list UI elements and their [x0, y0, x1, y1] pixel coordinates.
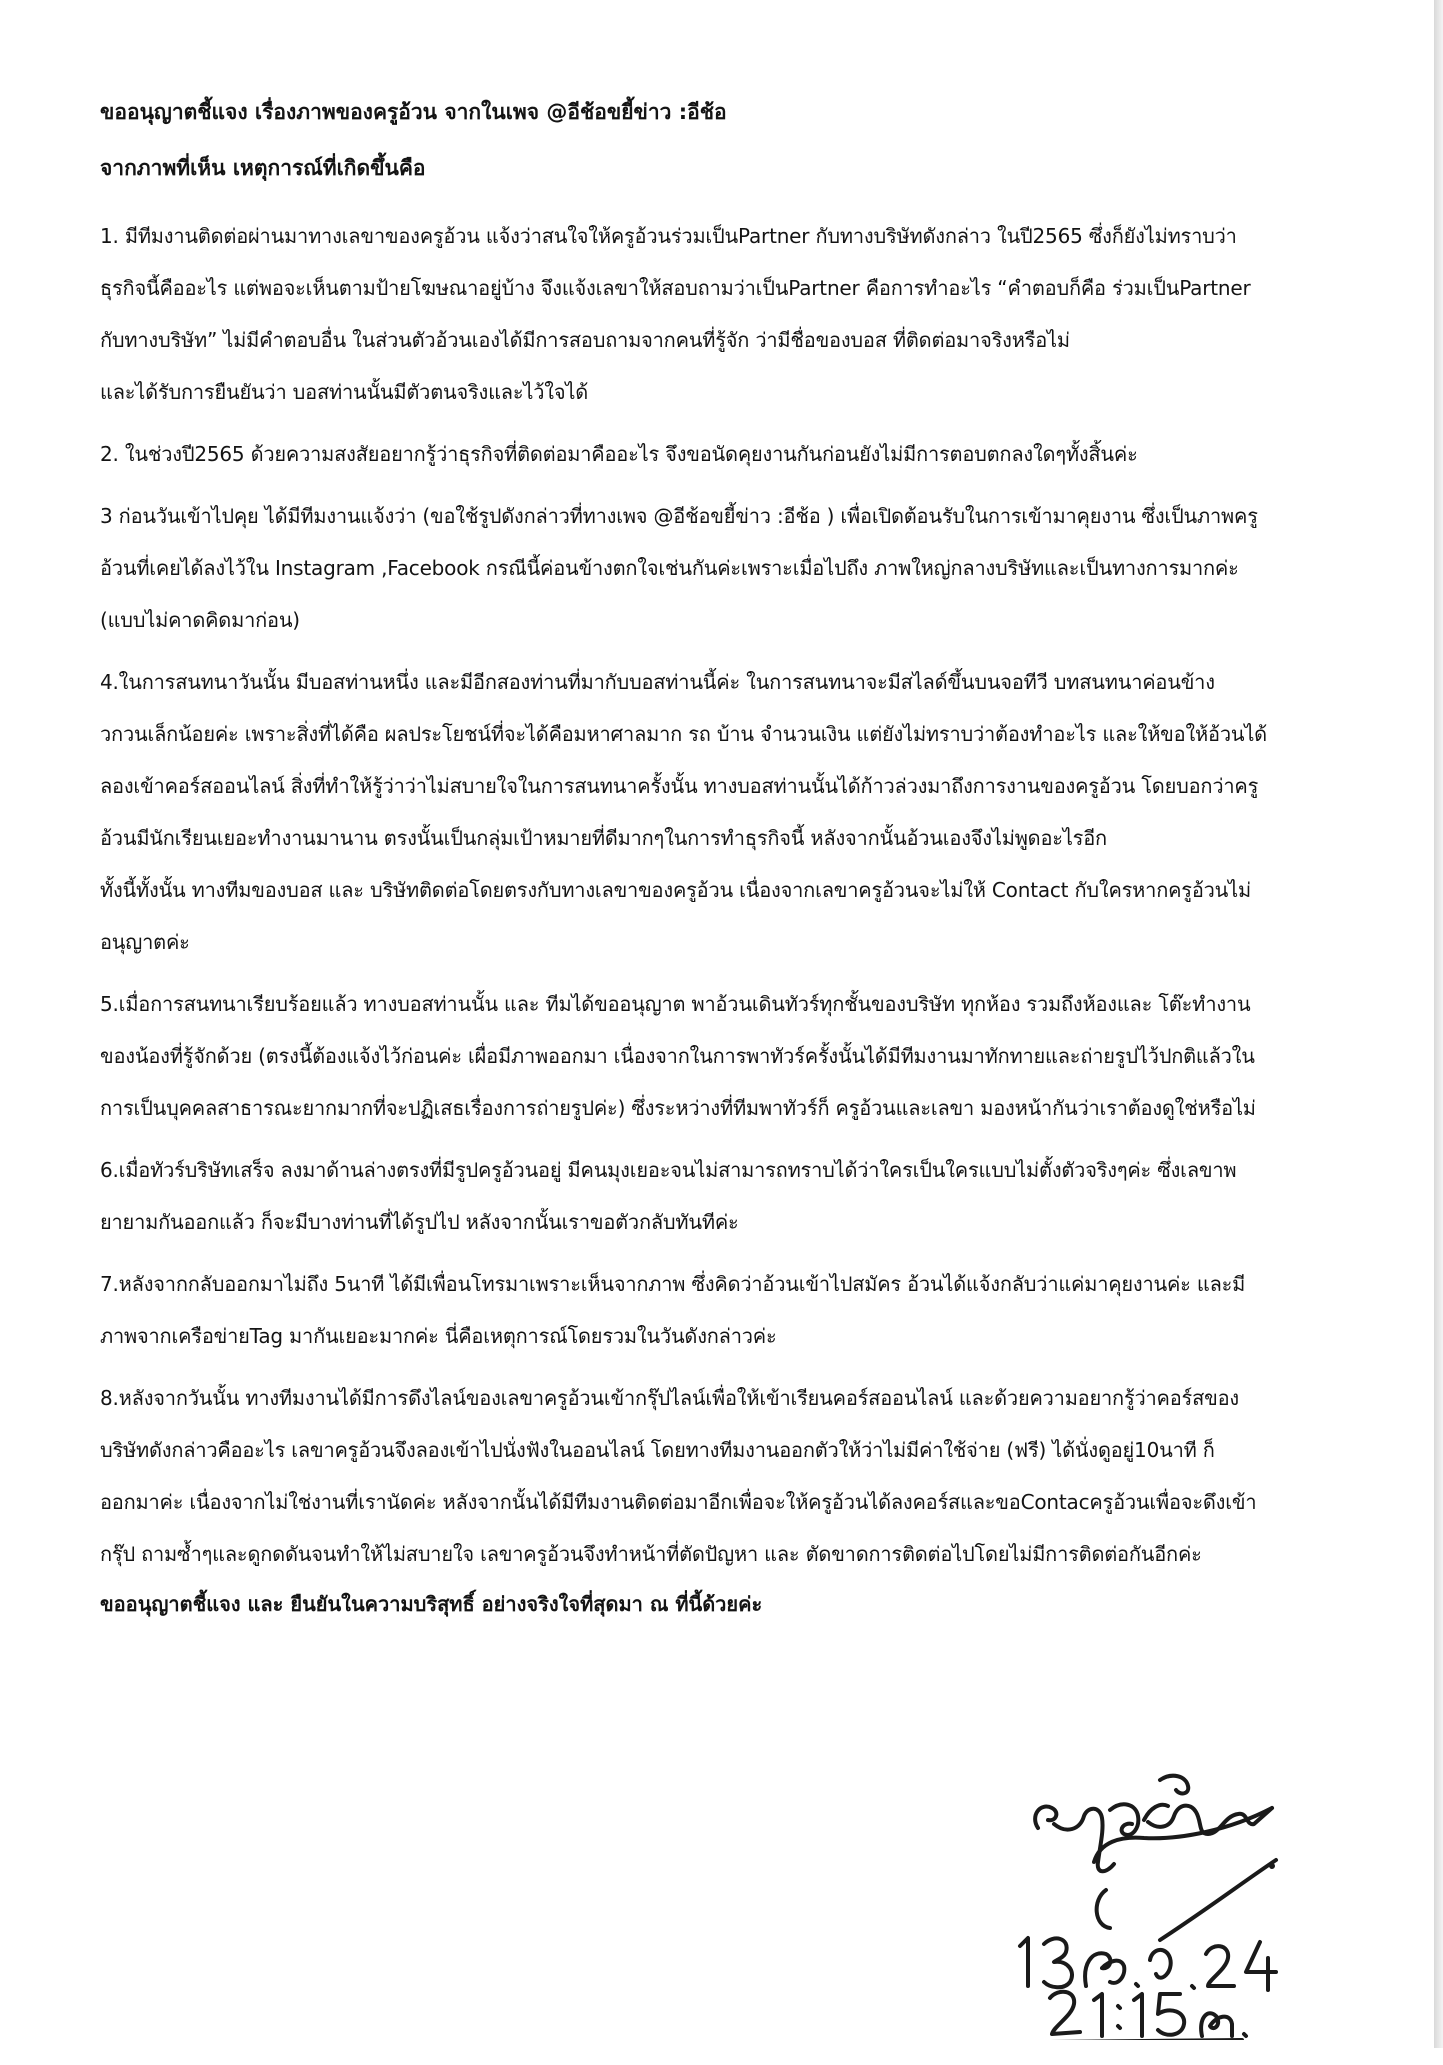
page-edge-shadow	[1434, 0, 1443, 2048]
document-title: ขออนุญาตชี้แจง เรื่องภาพของครูอ้วน จากในเพจ @อีช้อขยี้ข่าว :อีช้อ	[100, 100, 727, 124]
paragraph-3: 3 ก่อนวันเข้าไปคุย ได้มีทีมงานแจ้งว่า (ขอใช้รูปดังกล่าวที่ทางเพจ @อีช้อขยี้ข่าว :อีช้อ ) เพื่อเปิดต้อนรับในการเข้ามาคุยงาน ซึ่งเป็นภาพครู อ้วนที่เคยได้ลงไว้ใน Instagram ,Facebook กรณีนี้ค่อนข้างตกใจเช่นกันค่ะเพราะเมื่อไปถึง ภาพใหญ่กลางบริษัทและเป็นทางการมากค่ะ (แบบไม่คาดคิดมาก่อน)	[100, 504, 1258, 632]
signature-top-mark	[1160, 1776, 1188, 1794]
paragraph-8: 8.หลังจากวันนั้น ทางทีมงานได้มีการดึงไลน์ของเลขาครูอ้วนเข้ากรุ๊ปไลน์เพื่อให้เข้าเรียนคอร์สออนไลน์ และด้วยความอยากรู้ว่าคอร์สของ บริษัทดังกล่าวคืออะไร เลขาครูอ้วนจึงลองเข้าไปนั่งฟังในออนไลน์ โดยทางทีมงานออกตัวให้ว่าไม่มีค่าใช้จ่าย (ฟรี) ได้นั่งดูอยู่10นาที ก็ ออกมาค่ะ เนื่องจากไม่ใช่งานที่เรานัดค่ะ หลังจากนั้นได้มีทีมงานติดต่อมาอีกเพื่อจะให้ครูอ้วนได้ลงคอร์สและขอContacครูอ้วนเพื่อจะดึงเข้า กรุ๊ป ถามซ้ำๆและดูกดดันจนทำให้ไม่สบายใจ เลขาครูอ้วนจึงทำหน้าที่ตัดปัญหา และ ตัดขาดการติดต่อไปโดยไม่มีการติดต่อกันอีกค่ะ	[100, 1386, 1257, 1566]
signature-drawing	[1010, 1750, 1430, 2040]
paragraph-2: 2. ในช่วงปี2565 ด้วยความสงสัยอยากรู้ว่าธุรกิจที่ติดต่อมาคืออะไร จึงขอนัดคุยงานกันก่อนยังไม่มีการตอบตกลงใดๆทั้งสิ้นค่ะ	[100, 442, 1138, 466]
signature-date-stroke	[1020, 1938, 1276, 1990]
paragraph-6: 6.เมื่อทัวร์บริษัทเสร็จ ลงมาด้านล่างตรงที่มีรูปครูอ้วนอยู่ มีคนมุงเยอะจนไม่สามารถทราบได้ว่าใครเป็นใครแบบไม่ตั้งตัวจริงๆค่ะ ซึ่งเลขาพ ยายามกันออกแล้ว ก็จะมีบางท่านที่ได้รูปไป หลังจากนั้นเราขอตัวกลับทันทีค่ะ	[100, 1158, 1237, 1234]
handwritten-signature-block	[1010, 1750, 1430, 2040]
paragraph-5: 5.เมื่อการสนทนาเรียบร้อยแล้ว ทางบอสท่านนั้น และ ทีมได้ขออนุญาต พาอ้วนเดินทัวร์ทุกชั้นของบริษัท ทุกห้อง รวมถึงห้องและ โต๊ะทำงาน ของน้องที่รู้จักด้วย (ตรงนี้ต้องแจ้งไว้ก่อนค่ะ เผื่อมีภาพออกมา เนื่องจากในการพาทัวร์ครั้งนั้นได้มีทีมงานมาทักทายและถ่ายรูปไว้ปกติแล้วใน การเป็นบุคคลสาธารณะยากมากที่จะปฏิเสธเรื่องการถ่ายรูปค่ะ) ซึ่งระหว่างที่ทีมพาทัวร์ก็ ครูอ้วนและเลขา มองหน้ากันว่าเราต้องดูใช่หรือไม่	[100, 992, 1256, 1120]
signature-hook	[1097, 1890, 1110, 1928]
signature-time-stroke	[1050, 1992, 1246, 2036]
paragraph-7: 7.หลังจากกลับออกมาไม่ถึง 5นาที ได้มีเพื่อนโทรมาเพราะเห็นจากภาพ ซึ่งคิดว่าอ้วนเข้าไปสมัคร อ้วนได้แจ้งกลับว่าแค่มาคุยงานค่ะ และมี ภาพจากเครือข่ายTag มากันเยอะมากค่ะ นี่คือเหตุการณ์โดยรวมในวันดังกล่าวค่ะ	[100, 1272, 1246, 1348]
signature-dot	[1269, 1863, 1275, 1869]
letter-document	[100, 92, 1400, 1628]
paragraph-1: 1. มีทีมงานติดต่อผ่านมาทางเลขาของครูอ้วน แจ้งว่าสนใจให้ครูอ้วนร่วมเป็นPartner กับทางบริษัทดังกล่าว ในปี2565 ซึ่งก็ยังไม่ทราบว่า ธุรกิจนี้คืออะไร แต่พอจะเห็นตามป้ายโฆษณาอยู่บ้าง จึงแจ้งเลขาให้สอบถามว่าเป็นPartner คือการทำอะไร “คำตอบก็คือ ร่วมเป็นPartner กับทางบริษัท” ไม่มีคำตอบอื่น ในส่วนตัวอ้วนเองได้มีการสอบถามจากคนที่รู้จัก ว่ามีชื่อของบอส ที่ติดต่อมาจริงหรือไม่ และได้รับการยืนยันว่า บอสท่านนั้นมีตัวตนจริงและไว้ใจได้	[100, 224, 1251, 404]
signature-tail	[1160, 1860, 1276, 1940]
closing-statement: ขออนุญาตชี้แจง และ ยืนยันในความบริสุทธิ์ อย่างจริงใจที่สุดมา ณ ที่นี้ด้วยค่ะ	[100, 1592, 763, 1616]
paragraph-4: 4.ในการสนทนาวันนั้น มีบอสท่านหนึ่ง และมีอีกสองท่านที่มากับบอสท่านนี้ค่ะ ในการสนทนาจะมีสไลด์ขึ้นบนจอทีวี บทสนทนาค่อนข้าง วกวนเล็กน้อยค่ะ เพราะสิ่งที่ได้คือ ผลประโยชน์ที่จะได้คือมหาศาลมาก รถ บ้าน จำนวนเงิน แต่ยังไม่ทราบว่าต้องทำอะไร และให้ขอให้อ้วนได้ ลองเข้าคอร์สออนไลน์ สิ่งที่ทำให้รู้ว่าว่าไม่สบายใจในการสนทนาครั้งนั้น ทางบอสท่านนั้นได้ก้าวล่วงมาถึงการงานของครูอ้วน โดยบอกว่าครู อ้วนมีนักเรียนเยอะทำงานมานาน ตรงนั้นเป็นกลุ่มเป้าหมายที่ดีมากๆในการทำธุรกิจนี้ หลังจากนั้นอ้วนเองจึงไม่พูดอะไรอีก ทั้งนี้ทั้งนั้น ทางทีมของบอส และ บริษัทติดต่อโดยตรงกับทางเลขาของครูอ้วน เนื่องจากเลขาครูอ้วนจะไม่ให้ Contact กับใครหากครูอ้วนไม่ อนุญาตค่ะ	[100, 670, 1267, 954]
document-intro: จากภาพที่เห็น เหตุการณ์ที่เกิดขึ้นคือ	[100, 156, 426, 180]
